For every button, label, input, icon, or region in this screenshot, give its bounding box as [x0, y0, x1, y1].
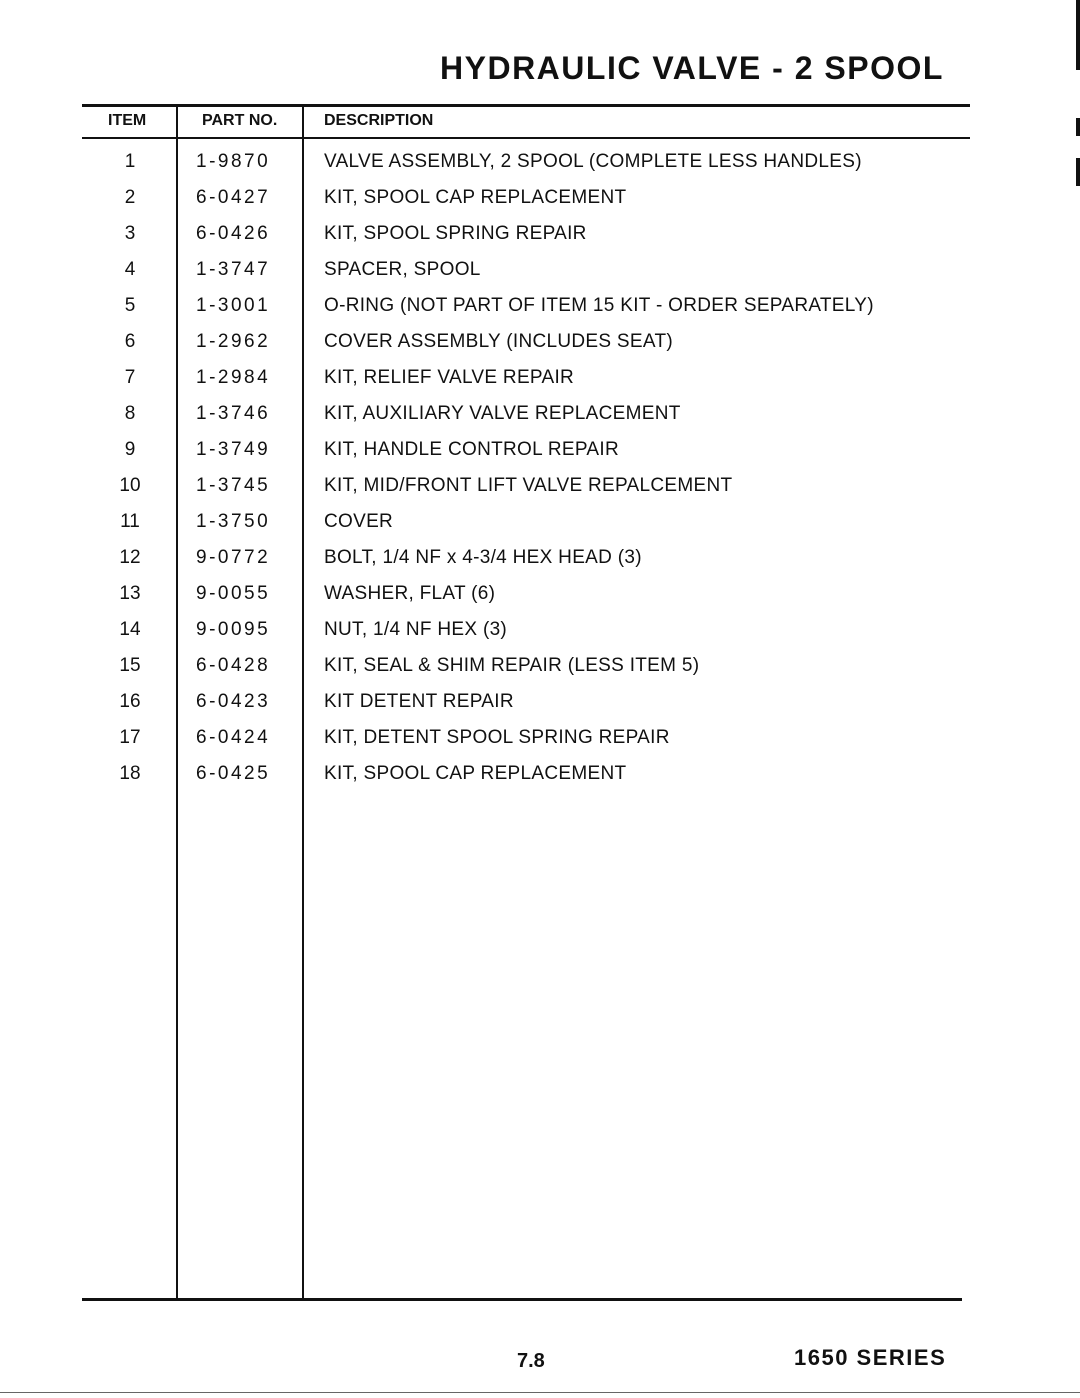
item-number: 18: [119, 763, 141, 784]
scan-bottom-line: [0, 1392, 1080, 1393]
table-row: [0, 403, 1080, 439]
part-number: 6-0424: [196, 727, 271, 748]
part-number: 9-0055: [196, 583, 271, 604]
part-number: 1-3750: [196, 511, 271, 532]
part-number: 9-0095: [196, 619, 271, 640]
part-description: KIT, MID/FRONT LIFT VALVE REPALCEMENT: [324, 475, 733, 496]
item-number: 6: [124, 331, 136, 352]
table-row: [0, 331, 1080, 367]
binding-edge-mark: [1076, 118, 1080, 136]
table-top-rule: [82, 104, 970, 107]
item-number: 3: [124, 223, 136, 244]
part-number: 1-2984: [196, 367, 271, 388]
item-number: 14: [119, 619, 141, 640]
item-number: 1: [124, 151, 136, 172]
table-row: [0, 619, 1080, 655]
item-number: 15: [119, 655, 141, 676]
binding-edge-mark: [1076, 158, 1080, 186]
part-number: 6-0427: [196, 187, 271, 208]
item-number: 2: [124, 187, 136, 208]
table-row: [0, 727, 1080, 763]
part-description: KIT, RELIEF VALVE REPAIR: [324, 367, 575, 388]
part-number: 1-3747: [196, 259, 271, 280]
part-description: KIT, HANDLE CONTROL REPAIR: [324, 439, 619, 460]
part-description: KIT DETENT REPAIR: [324, 691, 514, 712]
item-number: 13: [119, 583, 141, 604]
table-row: [0, 295, 1080, 331]
table-row: [0, 511, 1080, 547]
table-row: [0, 691, 1080, 727]
part-number: 1-3746: [196, 403, 271, 424]
part-description: KIT, DETENT SPOOL SPRING REPAIR: [324, 727, 670, 748]
part-description: KIT, SPOOL SPRING REPAIR: [324, 223, 587, 244]
part-number: 6-0425: [196, 763, 271, 784]
table-row: [0, 763, 1080, 799]
table-row: [0, 655, 1080, 691]
table-row: [0, 439, 1080, 475]
item-number: 12: [119, 547, 141, 568]
series-label: 1650 SERIES: [794, 1345, 947, 1370]
part-description: KIT, SPOOL CAP REPLACEMENT: [324, 187, 627, 208]
table-row: [0, 223, 1080, 259]
part-number: 1-3001: [196, 295, 271, 316]
part-number: 1-3745: [196, 475, 271, 496]
header-bottom-rule: [82, 137, 970, 139]
part-description: COVER: [324, 511, 394, 532]
item-number: 4: [124, 259, 136, 280]
header-part-no: PART NO.: [202, 112, 278, 129]
part-number: 6-0426: [196, 223, 271, 244]
item-number: 17: [119, 727, 141, 748]
part-description: VALVE ASSEMBLY, 2 SPOOL (COMPLETE LESS HANDLES): [324, 151, 862, 172]
part-description: KIT, SPOOL CAP REPLACEMENT: [324, 763, 627, 784]
table-row: [0, 259, 1080, 295]
part-number: 6-0423: [196, 691, 271, 712]
part-number: 6-0428: [196, 655, 271, 676]
part-description: KIT, AUXILIARY VALVE REPLACEMENT: [324, 403, 681, 424]
table-row: [0, 187, 1080, 223]
part-number: 1-2962: [196, 331, 271, 352]
table-bottom-rule: [82, 1298, 962, 1301]
part-description: KIT, SEAL & SHIM REPAIR (LESS ITEM 5): [324, 655, 700, 676]
table-row: [0, 583, 1080, 619]
part-number: 1-9870: [196, 151, 271, 172]
page-number: 7.8: [517, 1350, 545, 1372]
item-number: 7: [124, 367, 136, 388]
part-description: COVER ASSEMBLY (INCLUDES SEAT): [324, 331, 673, 352]
part-number: 1-3749: [196, 439, 271, 460]
table-row: [0, 367, 1080, 403]
part-description: BOLT, 1/4 NF x 4-3/4 HEX HEAD (3): [324, 547, 642, 568]
table-row: [0, 151, 1080, 187]
header-item: ITEM: [108, 112, 147, 129]
part-number: 9-0772: [196, 547, 271, 568]
item-number: 10: [119, 475, 141, 496]
item-number: 8: [124, 403, 136, 424]
part-description: SPACER, SPOOL: [324, 259, 481, 280]
binding-edge-mark: [1076, 0, 1080, 70]
part-description: NUT, 1/4 NF HEX (3): [324, 619, 508, 640]
table-row: [0, 547, 1080, 583]
header-description: DESCRIPTION: [324, 112, 434, 129]
item-number: 9: [124, 439, 136, 460]
part-description: WASHER, FLAT (6): [324, 583, 496, 604]
part-description: O-RING (NOT PART OF ITEM 15 KIT - ORDER SEPARATELY): [324, 295, 874, 316]
item-number: 5: [124, 295, 136, 316]
item-number: 16: [119, 691, 141, 712]
item-number: 11: [120, 511, 140, 532]
table-row: [0, 475, 1080, 511]
page-title: HYDRAULIC VALVE - 2 SPOOL: [440, 50, 944, 86]
